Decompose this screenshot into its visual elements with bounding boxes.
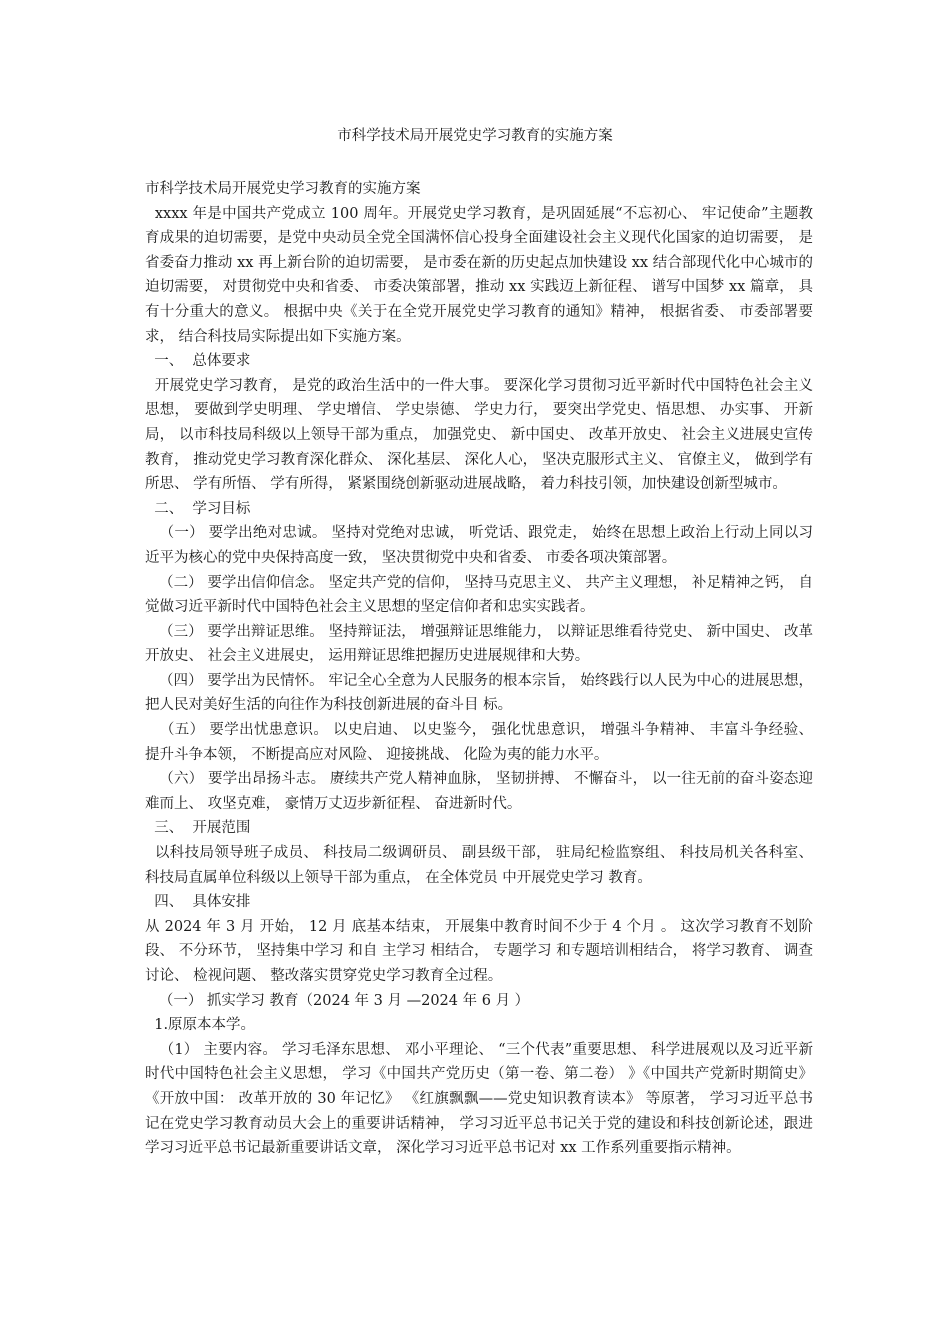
goal-item-1: （一） 要学出绝对忠诚。 坚持对党绝对忠诚， 听党话、跟党走， 始终在思想上政治上行动上同以习近平为核心的党中央保持高度一致， 坚决贯彻党中央和省委、 市委各项决策部署。 [145,525,813,566]
goal-item-5: （五） 要学出忧患意识。 以史启迪、 以史鉴今， 强化忧患意识， 增强斗争精神、 丰富斗争经验、 提升斗争本领， 不断提高应对风险、 迎接挑战、 化险为夷的能力水平。 [145,722,818,763]
document-subtitle: 市科学技术局开展党史学习教育的实施方案 [145,181,421,197]
section-heading-learning-goals: 二、 学习目标 [145,500,251,517]
item-heading-original-study: 1.原原本本学。 [145,1017,256,1034]
goal-item-2: （二） 要学出信仰信念。 坚定共产党的信仰， 坚持马克思主义、 共产主义理想， 补足精神之钙， 自觉做习近平新时代中国特色社会主义思想的坚定信仰者和忠实实践者。 [145,574,814,616]
section-heading-general-requirements: 一、 总体要求 [145,353,251,370]
general-requirements-paragraph: 开展党史学习教育， 是党的政治生活中的一件大事。 要深化学习贯彻习近平新时代中国特色社会主义思想， 要做到学史明理、 学史增信、 学史崇德、 学史力行， 要突出学党史、悟思想、 办实事、 开新局， 以市科技局科级以上领导干部为重点， 加强党史、 新中国史、 改革开放史、 社会主义进展史宣传教育， 推动党史学习教育深化群众、 深化基层、 深化人心， 坚决克服形式主义、 官僚主义， 做到学有所思、 学有所悟、 学有所得， 紧紧围绕创新驱动进展战略， 着力科技引领，加快建设创新型城市。 [145,377,814,493]
page-title: 市科学技术局开展党史学习教育的实施方案 [337,128,613,144]
main-content-paragraph: （1） 主要内容。 学习毛泽东思想、 邓小平理论、 “三个代表”重要思想、 科学进展观以及习近平新时代中国特色社会主义思想， 学习《中国共产党历史（第一卷、第二卷） 》《中国共产党新时期简史》 《开放中国： 改革开放的 30 年记忆》 《红旗飘飘——党史知识教育读本》 等原著， 学习习近平总书记在党史学习教育动员大会上的重要讲话精神， 学习习近平总书记关于党的建设和科技创新论述，跟进学习习近平总书记最新重要讲话文章， 深化学习习近平总书记对 xx 工作系列重要指示精神。 [145,1041,818,1157]
section-heading-scope: 三、 开展范围 [145,820,251,837]
intro-paragraph: xxxx 年是中国共产党成立 100 周年。开展党史学习教育，是巩固延展“不忘初心、 牢记使命”主题教育成果的迫切需要，是党中央动员全党全国满怀信心投身全面建设社会主义现代化国家的迫切需要， 是省委奋力推动 xx 再上新台阶的迫切需要， 是市委在新的历史起点加快建设 xx 结合部现代化中心城市的迫切需要， 对贯彻党中央和省委、 市委决策部署，推动 xx 实践迈上新征程、 谱写中国梦 xx 篇章， 具有十分重大的意义。 根据中央《关于在全党开展党史学习教育的通知》精神， 根据省委、 市委部署要求， 结合科技局实际提出如下实施方案。 [145,205,814,345]
section-heading-arrangement: 四、 具体安排 [145,894,251,911]
goal-item-6: （六） 要学出昂扬斗志。 赓续共产党人精神血脉， 坚韧拼搏、 不懈奋斗， 以一往无前的奋斗姿态迎难而上、 攻坚克难， 豪情万丈迈步新征程、 奋进新时代。 [145,771,814,812]
goal-item-4: （四） 要学出为民情怀。 牢记全心全意为人民服务的根本宗旨， 始终践行以人民为中心的进展思想， 把人民对美好生活的向往作为科技创新进展的奋斗目 标。 [145,672,818,714]
subsection-heading-study: （一） 抓实学习 教育（2024 年 3 月 —2024 年 6 月 ） [145,992,530,1009]
document-body [145,177,818,1161]
scope-paragraph: 以科技局领导班子成员、 科技局二级调研员、 副县级干部， 驻局纪检监察组、 科技局机关各科室、 科技局直属单位科级以上领导干部为重点， 在全体党员 中开展党史学习 教育。 [145,845,818,886]
arrangement-paragraph: 从 2024 年 3 月 开始， 12 月 底基本结束， 开展集中教育时间不少于 4 个月 。 这次学习教育不划阶段、 不分环节， 坚持集中学习 和自 主学习 相结合， 专题学习 和专题培训相结合， 将学习教育、 调查讨论、 检视问题、 整改落实贯穿党史学习教育全过程。 [145,918,813,984]
goal-item-3: （三） 要学出辩证思维。 坚持辩证法， 增强辩证思维能力， 以辩证思维看待党史、 新中国史、 改革开放史、 社会主义进展史， 运用辩证思维把握历史进展规律和大势。 [145,623,814,665]
